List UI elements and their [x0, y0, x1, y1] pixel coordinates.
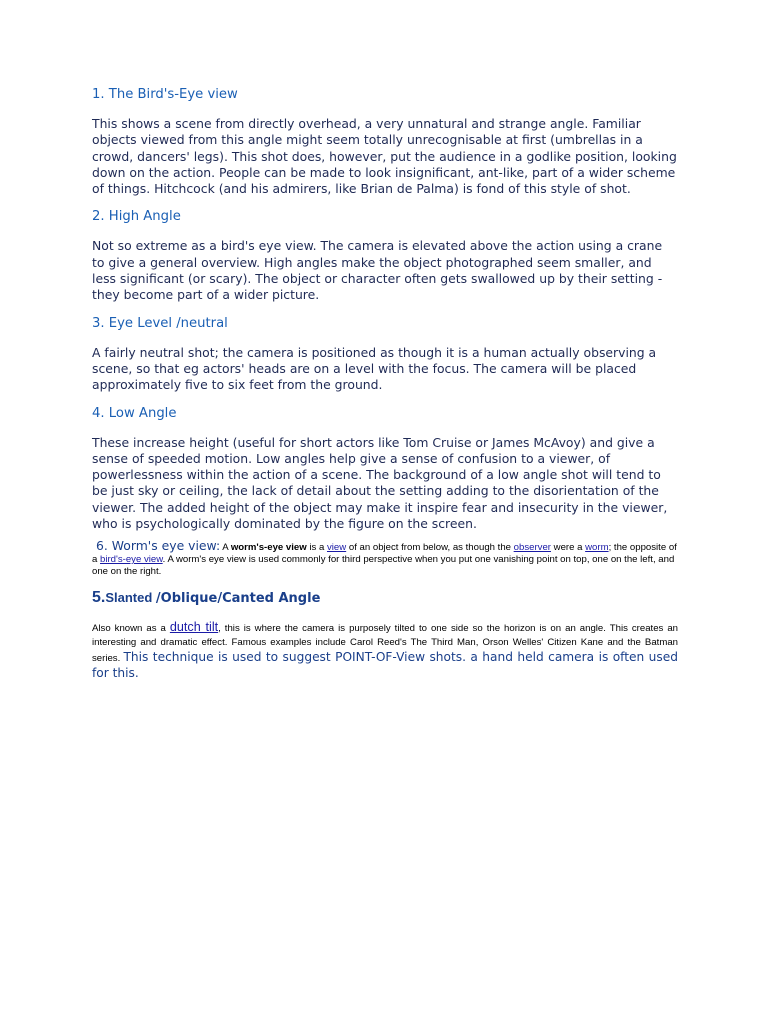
document-page	[92, 86, 678, 691]
worms-eye-text: ; the opposite of a	[92, 542, 677, 566]
section-body-high-angle: Not so extreme as a bird's eye view. The camera is elevated above the action using a crane to give a general overview. High angles make the object photographed seem smaller, and less significant (or scary). The object or character often gets swallowed up by their setting - they become part of a wider picture.	[92, 238, 663, 303]
link-birds-eye-view[interactable]: bird's-eye view	[100, 554, 163, 566]
worms-eye-text: is a	[306, 542, 327, 554]
section-worms-eye	[92, 540, 678, 577]
section-title-eye-level: 3. Eye Level /neutral	[92, 315, 228, 331]
section-title-slanted	[92, 588, 678, 609]
slanted-intro: Also known as a	[92, 622, 170, 634]
link-view[interactable]: view	[326, 542, 347, 554]
link-worm[interactable]: worm	[585, 542, 609, 554]
slanted-tail: This technique is used to suggest POINT-OF-View shots. a hand held camera is often used for this.	[92, 649, 678, 680]
slanted-number: 5.	[92, 588, 106, 606]
section-body-birds-eye: This shows a scene from directly overhead, a very unnatural and strange angle. Familiar objects viewed from this angle might seem totally unrecognisable at first (umbrellas in a crowd, dancers' legs). This shot does, however, put the audience in a godlike position, looking down on the action. People can be made to look insignificant, ant-like, part of a wider scheme of things. Hitchcock (and his admirers, like Brian de Palma) is fond of this style of shot.	[92, 116, 677, 197]
slanted-body: , this is where the camera is purposely tilted to one side so the horizon is on an angle. This creates an interesting and dramatic effect. Famous examples include Carol Reed's The Third Man, Orson Welles' Citizen Kane and the Batman series.	[92, 622, 679, 664]
section-body-low-angle: These increase height (useful for short actors like Tom Cruise or James McAvoy) and give a sense of speeded motion. Low angles help give a sense of confusion to a viewer, of powerlessness within the action of a scene. The background of a low angle shot will tend to be just sky or ceiling, the lack of detail about the setting adding to the disorientation of the viewer. The added height of the object may make it inspire fear and insecurity in the viewer, who is psychologically dominated by the figure on the screen.	[92, 434, 668, 532]
slanted-rest: /Oblique/Canted Angle	[155, 590, 321, 606]
worms-eye-heading: 6. Worm's eye view:	[96, 538, 221, 554]
worms-eye-term: worm's-eye view	[230, 542, 307, 554]
link-observer[interactable]: observer	[513, 542, 551, 554]
section-title-high-angle: 2. High Angle	[92, 209, 181, 225]
section-body-slanted	[92, 620, 678, 682]
section-body-eye-level: A fairly neutral shot; the camera is positioned as though it is a human actually observing a scene, so that eg actors' heads are on a level with the focus. The camera will be placed approximately five to six feet from the ground.	[92, 344, 657, 393]
worms-eye-text: were a	[550, 542, 586, 554]
section-title-low-angle: 4. Low Angle	[92, 405, 177, 421]
slanted-word: Slanted	[105, 589, 156, 605]
worms-eye-text: of an object from below, as though the	[346, 542, 514, 554]
worms-eye-text: A	[220, 542, 231, 554]
worms-eye-text: . A worm's eye view is used commonly for third perspective when you put one vanishing point on top, one on the left, and one on the right.	[92, 554, 675, 577]
link-dutch-tilt[interactable]: dutch tilt	[169, 619, 219, 634]
section-title-birds-eye: 1. The Bird's-Eye view	[92, 87, 238, 102]
